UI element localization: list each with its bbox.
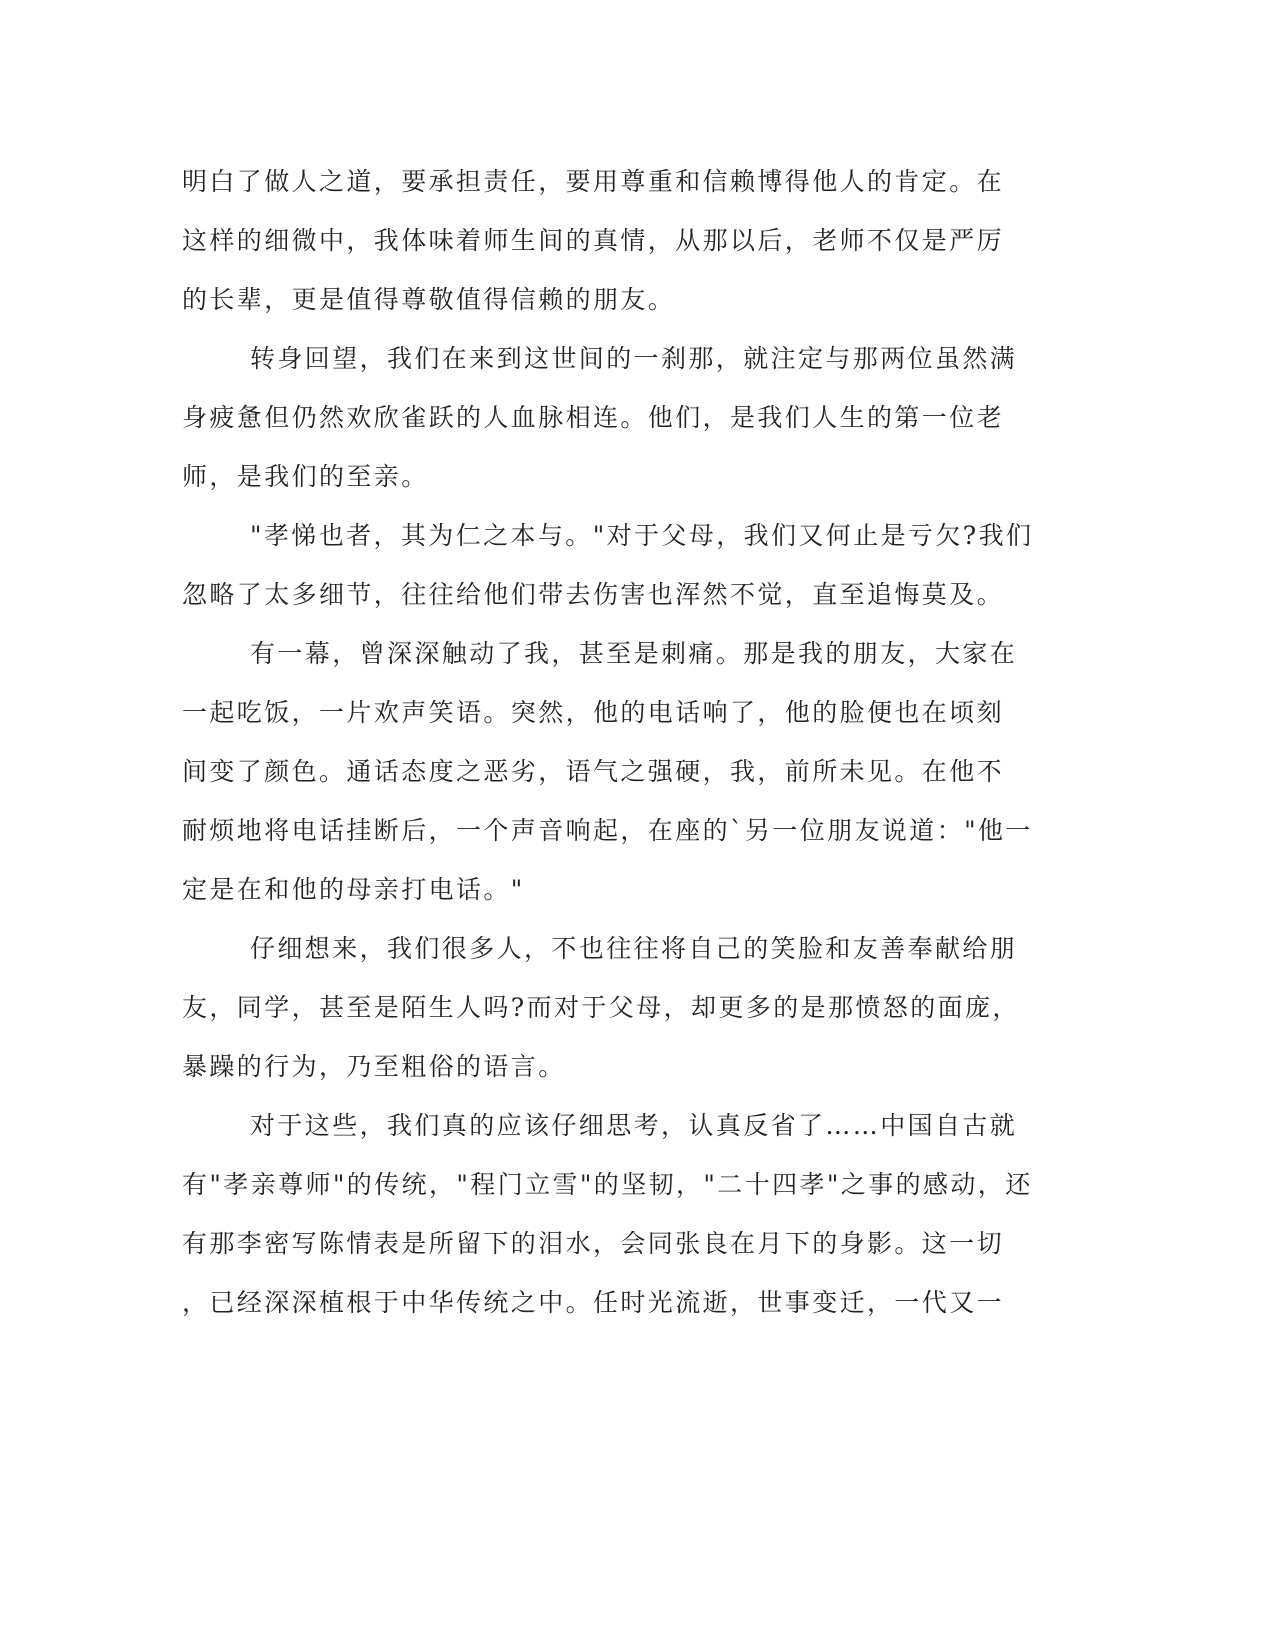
- paragraph-first-line: 对于这些，我们真的应该仔细思考，认真反省了……中国自古就: [250, 1111, 1018, 1140]
- text-line: 间变了颜色。通话态度之恶劣，语气之强硬，我，前所未见。在他不: [182, 757, 1005, 786]
- paragraph-first-line: 有一幕，曾深深触动了我，甚至是刺痛。那是我的朋友，大家在: [250, 639, 1018, 668]
- text-line: 这样的细微中，我体味着师生间的真情，从那以后，老师不仅是严厉: [182, 226, 1005, 255]
- text-line: ，已经深深植根于中华传统之中。任时光流逝，世事变迁，一代又一: [182, 1288, 1005, 1317]
- text-line: 明白了做人之道，要承担责任，要用尊重和信赖博得他人的肯定。在: [182, 167, 1005, 196]
- text-line: 定是在和他的母亲打电话。": [182, 875, 525, 904]
- text-line: 耐烦地将电话挂断后，一个声音响起，在座的`另一位朋友说道："他一: [182, 816, 1033, 845]
- document-text-body: [182, 159, 1042, 1339]
- paragraph-first-line: "孝悌也者，其为仁之本与。"对于父母，我们又何止是亏欠?我们: [250, 521, 1034, 550]
- paragraph-first-line: 转身回望，我们在来到这世间的一刹那，就注定与那两位虽然满: [250, 344, 1018, 373]
- text-line: 暴躁的行为，乃至粗俗的语言。: [182, 1052, 566, 1081]
- text-line: 忽略了太多细节，往往给他们带去伤害也浑然不觉，直至追悔莫及。: [182, 580, 1005, 609]
- text-line: 一起吃饭，一片欢声笑语。突然，他的电话响了，他的脸便也在顷刻: [182, 698, 1005, 727]
- text-line: 有"孝亲尊师"的传统，"程门立雪"的坚韧，"二十四孝"之事的感动，还: [182, 1170, 1033, 1199]
- text-line: 身疲惫但仍然欢欣雀跃的人血脉相连。他们，是我们人生的第一位老: [182, 403, 1005, 432]
- text-line: 的长辈，更是值得尊敬值得信赖的朋友。: [182, 285, 676, 314]
- text-line: 友，同学，甚至是陌生人吗?而对于父母，却更多的是那愤怒的面庞，: [182, 993, 1020, 1022]
- text-line: 有那李密写陈情表是所留下的泪水，会同张良在月下的身影。这一切: [182, 1229, 1005, 1258]
- text-line: 师，是我们的至亲。: [182, 462, 429, 491]
- paragraph-first-line: 仔细想来，我们很多人，不也往往将自己的笑脸和友善奉献给朋: [250, 934, 1018, 963]
